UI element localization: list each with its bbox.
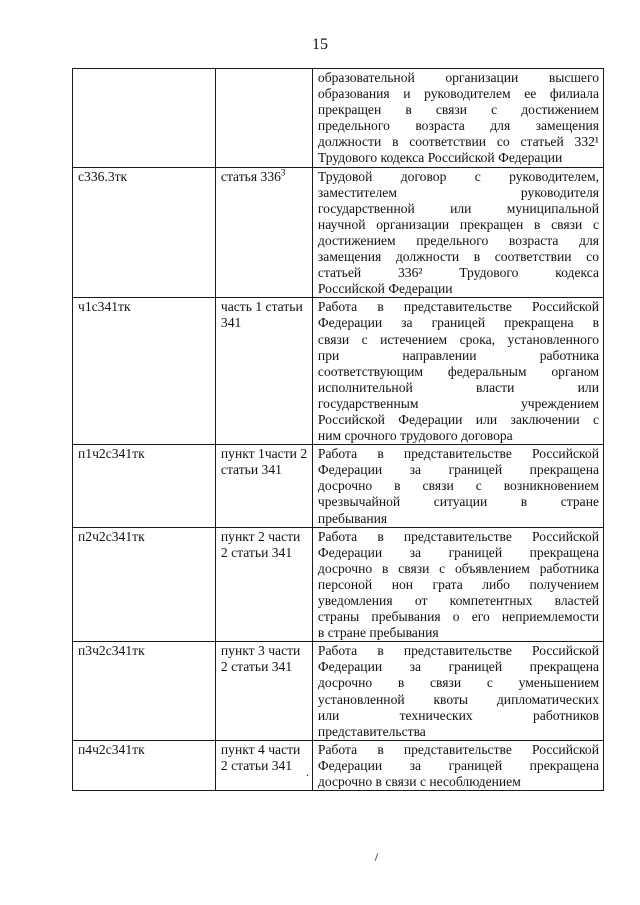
description-line: исполнительной власти или — [317, 379, 599, 395]
table-row — [73, 527, 604, 642]
article-reference-superscript: 3 — [280, 167, 286, 178]
description-line: или технических работников — [317, 707, 599, 723]
description-line: досрочно в связи с уменьшением — [317, 675, 599, 691]
article-reference-cell — [215, 740, 312, 790]
article-reference-text: пункт 3 части 2 статьи 341 — [220, 643, 301, 675]
description-line: образовательной организации высшего — [317, 70, 599, 85]
article-reference-text: статья 336 — [220, 168, 281, 184]
article-reference-text: пункт 4 части 2 статьи 341 — [220, 741, 301, 773]
description-line: чрезвычайной ситуации в стране — [317, 494, 599, 510]
page-number: 15 — [312, 36, 328, 53]
description-line: Трудовой договор с руководителем, — [317, 168, 599, 184]
article-codes-table — [72, 68, 604, 791]
description-line: досрочно в связи с возникновением — [317, 478, 599, 494]
table-row — [73, 445, 604, 527]
description-line: Работа в представительстве Российской — [317, 741, 599, 757]
article-reference-cell — [215, 69, 312, 168]
description-line: при направлении работника — [317, 347, 599, 363]
description-line: Работа в представительстве Российской — [317, 528, 599, 544]
description-line: Федерации за границей прекращена — [317, 462, 599, 478]
description-line: Работа в представительстве Российской — [317, 446, 599, 462]
code-cell: п1ч2с341тк — [73, 445, 216, 527]
description-line: Российской Федерации — [317, 281, 453, 297]
code-cell: ч1с341тк — [73, 298, 216, 445]
table-body — [73, 69, 604, 791]
description-line: достижением предельного возраста для — [317, 232, 599, 248]
description-line: статьей 336² Трудового кодекса — [317, 265, 599, 281]
article-reference-cell — [215, 167, 312, 298]
article-reference-text: пункт 1части 2 статьи 341 — [220, 446, 308, 478]
description-line: досрочно в связи с несоблюдением — [317, 774, 521, 790]
description-cell — [312, 527, 603, 642]
article-reference-cell — [215, 527, 312, 642]
description-line: научной организации прекращен в связи с — [317, 216, 599, 232]
description-cell — [312, 642, 603, 741]
description-line: Федерации за границей прекращена в — [317, 315, 599, 331]
description-line: установленной квоты дипломатических — [317, 691, 599, 707]
description-line: образования и руководителем ее филиала — [317, 86, 599, 102]
description-line: должности в соответствии со статьей 332¹ — [317, 134, 599, 150]
description-line: представительства — [317, 723, 426, 739]
table-row — [73, 69, 604, 168]
description-line: пребывания — [317, 510, 388, 526]
description-line: ним срочного трудового договора — [317, 428, 513, 444]
description-line: персоной нон грата либо получением — [317, 576, 599, 592]
description-cell — [312, 69, 603, 168]
description-line: заместителем руководителя — [317, 184, 599, 200]
article-reference-cell — [215, 445, 312, 527]
description-line: связи с истечением срока, установленного — [317, 331, 599, 347]
description-line: государственным учреждением — [317, 395, 599, 411]
description-cell — [312, 740, 603, 790]
description-line: соответствующим федеральным органом — [317, 363, 599, 379]
description-line: Трудового кодекса Российской Федерации — [317, 150, 563, 166]
description-line: Федерации за границей прекращена — [317, 544, 599, 560]
description-line: Работа в представительстве Российской — [317, 299, 599, 315]
description-line: Работа в представительстве Российской — [317, 643, 599, 659]
description-line: страны пребывания о его неприемлемости — [317, 609, 599, 625]
description-line: в стране пребывания — [317, 625, 439, 641]
description-cell — [312, 298, 603, 445]
description-line: Федерации за границей прекращена — [317, 659, 599, 675]
description-line: Федерации за границей прекращена — [317, 757, 599, 773]
table-row — [73, 642, 604, 741]
description-cell — [312, 445, 603, 527]
scan-artifact-dot: . — [306, 765, 309, 779]
description-cell — [312, 167, 603, 298]
code-cell: с336.3тк — [73, 167, 216, 298]
scan-artifact-mark — [375, 853, 379, 861]
table-row — [73, 167, 604, 298]
code-cell: п4ч2с341тк — [73, 740, 216, 790]
code-cell: п2ч2с341тк — [73, 527, 216, 642]
article-reference-text: пункт 2 части 2 статьи 341 — [220, 528, 301, 560]
article-reference-cell — [215, 642, 312, 741]
code-cell: п3ч2с341тк — [73, 642, 216, 741]
table-row — [73, 740, 604, 790]
code-cell — [73, 69, 216, 168]
article-reference-text: часть 1 статьи 341 — [220, 299, 303, 331]
table-row — [73, 298, 604, 445]
description-line: прекращен в связи с достижением — [317, 102, 599, 118]
description-line: предельного возраста для замещения — [317, 118, 599, 134]
description-line: досрочно в связи с объявлением работника — [317, 560, 599, 576]
description-line: замещения должности в соответствии со — [317, 249, 599, 265]
description-line: уведомления от компетентных властей — [317, 593, 599, 608]
article-reference-cell — [215, 298, 312, 445]
description-line: Российской Федерации или заключении с — [317, 411, 599, 427]
description-line: государственной или муниципальной — [317, 200, 599, 216]
